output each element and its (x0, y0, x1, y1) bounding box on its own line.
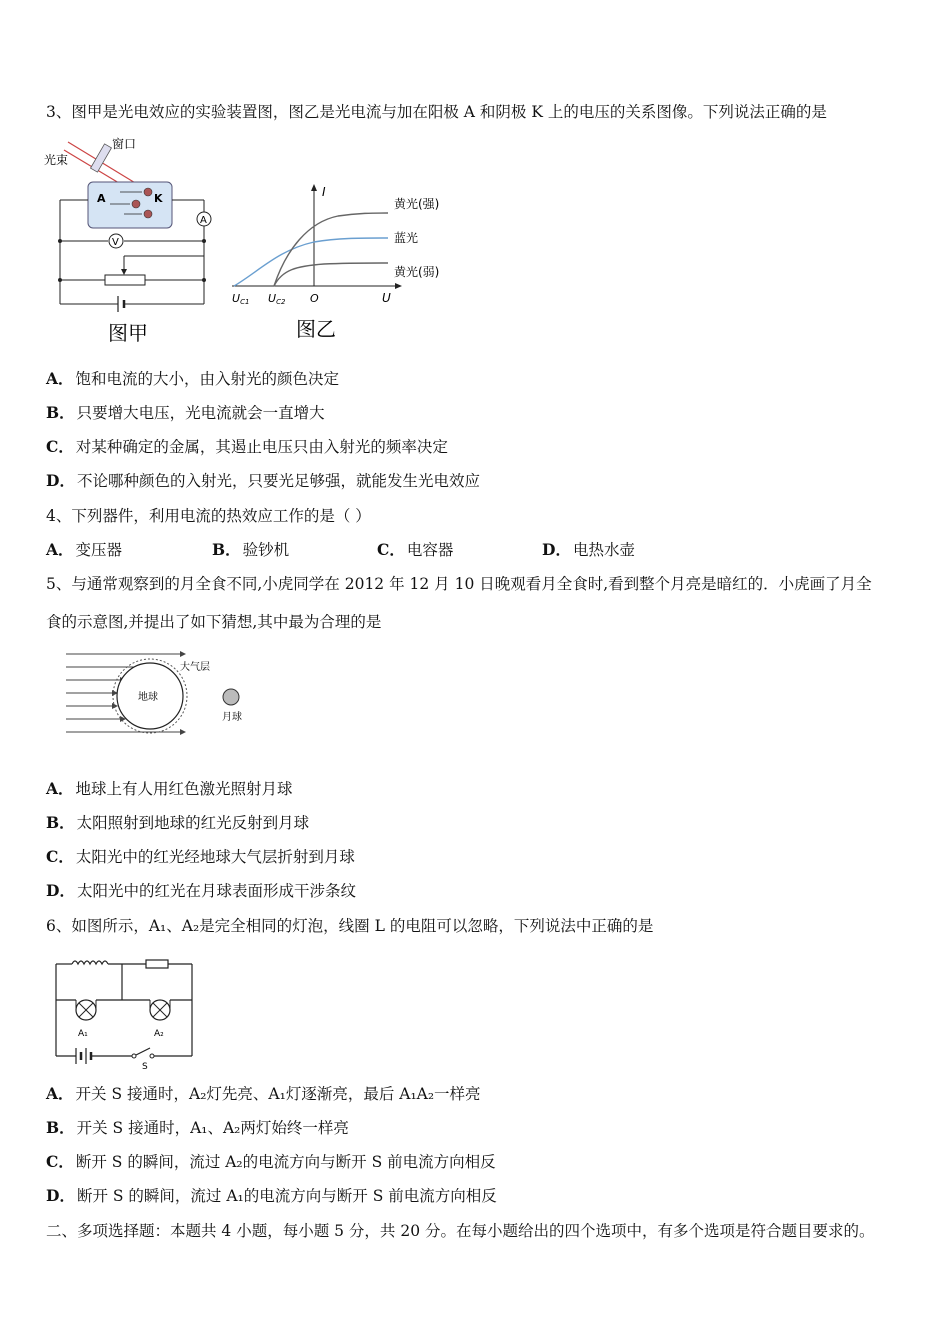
cathode-label: K (154, 192, 163, 205)
figure-a-caption: 图甲 (108, 321, 148, 345)
earth-label: 地球 (138, 692, 158, 703)
q3-option-c[interactable]: C． 对某种确定的金属，其遏止电压只由入射光的频率决定 (46, 437, 448, 456)
q6-option-d[interactable]: D． 断开 S 的瞬间，流过 A₁的电流方向与断开 S 前电流方向相反 (46, 1186, 497, 1205)
figure-b-caption: 图乙 (296, 317, 336, 341)
switch-s (136, 1048, 150, 1055)
q6-option-c[interactable]: C． 断开 S 的瞬间，流过 A₂的电流方向与断开 S 前电流方向相反 (46, 1152, 496, 1171)
curve-label-yellow-weak: 黄光(弱) (394, 265, 440, 279)
ammeter-label: A (200, 215, 207, 226)
q5-stem-line2: 食的示意图,并提出了如下猜想,其中最为合理的是 (46, 613, 382, 631)
q6-circuit-figure (50, 952, 200, 1070)
y-axis-label: I (322, 185, 326, 199)
resistor (146, 960, 168, 968)
q3-option-a[interactable]: A． 饱和电流的大小，由入射光的颜色决定 (46, 369, 340, 388)
q3-option-b[interactable]: B． 只要增大电压，光电流就会一直增大 (46, 403, 325, 422)
anode-label: A (97, 192, 106, 205)
curve-blue-light (234, 238, 388, 286)
lamp-a1-label: A₁ (78, 1029, 88, 1039)
q5-option-d[interactable]: D． 太阳光中的红光在月球表面形成干涉条纹 (46, 881, 356, 900)
curve-label-blue: 蓝光 (394, 231, 419, 245)
voltmeter-label: V (112, 237, 119, 248)
q3-figure-a (40, 132, 230, 347)
q5-option-c[interactable]: C． 太阳光中的红光经地球大气层折射到月球 (46, 847, 355, 866)
x-axis-label: U (382, 291, 391, 305)
uc2-label: UC2 (268, 292, 286, 306)
q3-figure-b (228, 180, 458, 345)
moon-label: 月球 (222, 712, 242, 723)
q4-stem: 4、下列器件，利用电流的热效应工作的是（ ） (46, 507, 371, 525)
inductor-coil (72, 961, 108, 964)
q6-option-a[interactable]: A． 开关 S 接通时，A₂灯先亮、A₁灯逐渐亮，最后 A₁A₂一样亮 (46, 1084, 481, 1103)
origin-label: O (310, 292, 319, 305)
q4-option-b[interactable]: B． 验钞机 (212, 540, 290, 559)
q5-option-a[interactable]: A． 地球上有人用红色激光照射月球 (46, 779, 293, 798)
q3-option-d[interactable]: D． 不论哪种颜色的入射光，只要光足够强，就能发生光电效应 (46, 471, 480, 490)
q6-stem: 6、如图所示，A₁、A₂是完全相同的灯泡，线圈 L 的电阻可以忽略，下列说法中正确的是 (46, 917, 654, 935)
q5-stem-line1: 5、与通常观察到的月全食不同,小虎同学在 2012 年 12 月 10 日晚观看月全食时,看到整个月亮是暗红的．小虎画了月全 (46, 575, 872, 593)
q4-option-d[interactable]: D． 电热水壶 (542, 540, 635, 559)
section2-heading: 二、多项选择题：本题共 4 小题，每小题 5 分，共 20 分。在每小题给出的四个选项中，有多个选项是符合题目要求的。 (46, 1222, 875, 1240)
uc1-label: UC1 (232, 292, 250, 306)
switch-label: S (142, 1062, 148, 1070)
q4-option-a[interactable]: A． 变压器 (46, 540, 123, 559)
q3-stem: 3、图甲是光电效应的实验装置图，图乙是光电流与加在阳极 A 和阴极 K 上的电压的关系图像。下列说法正确的是 (46, 103, 827, 121)
atmosphere-label: 大气层 (180, 662, 210, 673)
q6-option-b[interactable]: B． 开关 S 接通时，A₁、A₂两灯始终一样亮 (46, 1118, 349, 1137)
q5-option-b[interactable]: B． 太阳照射到地球的红光反射到月球 (46, 813, 310, 832)
window-label: 窗口 (112, 137, 137, 151)
lamp-a2-label: A₂ (154, 1029, 164, 1039)
light-beam-label: 光束 (44, 153, 69, 167)
curve-label-yellow-strong: 黄光(强) (394, 197, 440, 211)
curve-yellow-strong (274, 213, 388, 286)
curve-yellow-weak (274, 263, 388, 286)
q4-option-c[interactable]: C． 电容器 (377, 540, 454, 559)
q5-figure (62, 648, 262, 744)
